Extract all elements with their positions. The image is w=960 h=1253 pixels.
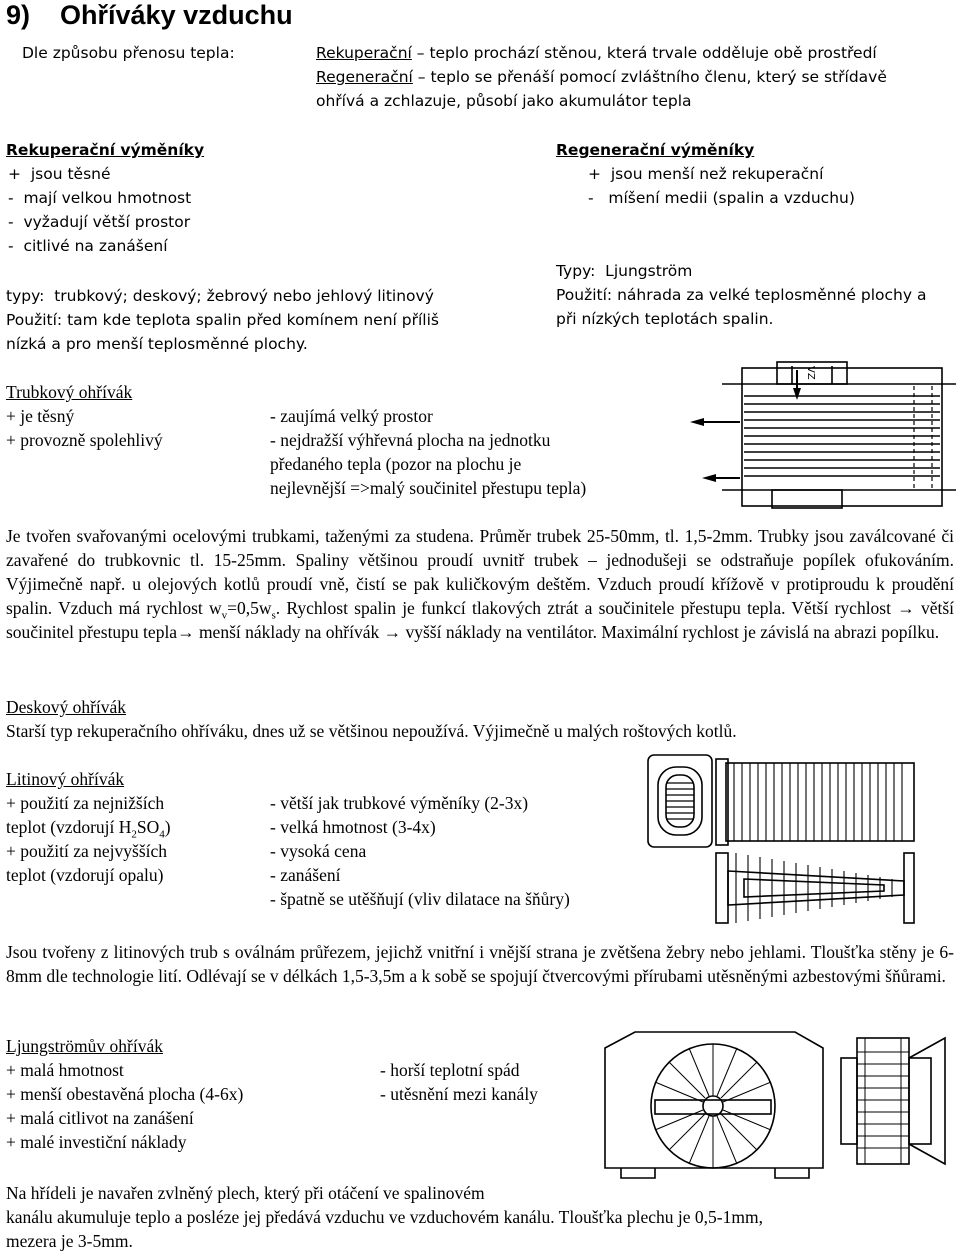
trubkovy-text-c: . Rychlost spalin je funkcí tlakových ztrát a součinitele přestupu tepla. Větší rychlost → větší součinitel přestupu tepla→ menší náklady na ohřívák → vyšší náklady na ventilátor. Maximální rychlost je závislá na abrazi popílku.: [6, 598, 954, 642]
intro-line-2-text: – teplo se přenáší pomocí zvláštního členu, který se střídavě: [412, 68, 887, 86]
litinovy-title: Litinový ohřívák: [6, 769, 125, 789]
trubkovy-plus: + provozně spolehlivý: [6, 430, 163, 450]
litinovy-plus-detail: [6, 815, 171, 839]
rekup-item: - citlivé na zanášení: [8, 237, 168, 255]
intro-line-1-text: – teplo prochází stěnou, která trvale odděluje obě prostředí: [411, 44, 877, 62]
litinovy-l2-so: SO: [136, 817, 160, 837]
regen-item: - míšení medii (spalin a vzduchu): [588, 189, 855, 207]
ljungstrom-plus: + malé investiční náklady: [6, 1132, 187, 1152]
intro-line-3: ohřívá a zchlazuje, působí jako akumulátor tepla: [316, 92, 692, 110]
ljungstrom-minus: - utěsnění mezi kanály: [380, 1084, 538, 1104]
tubular-heater-figure: [682, 360, 957, 512]
ljungstrom-title: Ljungströmův ohřívák: [6, 1036, 163, 1056]
regen-title: Regenerační výměníky: [556, 141, 755, 159]
ljungstrom-plus: + malá citlivot na zanášení: [6, 1108, 194, 1128]
page-title: 9) Ohříváky vzduchu: [6, 0, 293, 30]
subscript-4: 4: [159, 828, 165, 841]
litinovy-plus-detail: teplot (vzdorují opalu): [6, 865, 164, 885]
deskovy-text: Starší typ rekuperačního ohříváku, dnes už se většinou nepoužívá. Výjimečně u malých roštových kotlů.: [6, 721, 737, 741]
rekup-item: + jsou těsné: [8, 165, 111, 183]
ljungstrom-heater-figure: [595, 1018, 955, 1181]
ljungstrom-heater-drawing: [595, 1018, 955, 1181]
trubkovy-minus: - zaujímá velký prostor: [270, 406, 433, 426]
rekup-use-2: nízká a pro menší teplosměnné plochy.: [6, 335, 308, 353]
rekup-title: Rekuperační výměníky: [6, 141, 205, 159]
rekup-use-1: Použití: tam kde teplota spalin před komínem není příliš: [6, 311, 439, 329]
litinovy-l2-close: ): [164, 817, 171, 837]
rekup-item: - vyžadují větší prostor: [8, 213, 191, 231]
litinovy-minus: - vysoká cena: [270, 841, 367, 861]
litinovy-l2-text: teplot (vzdorují H: [6, 817, 132, 837]
litinovy-minus: - větší jak trubkové výměníky (2-3x): [270, 793, 529, 813]
litinovy-minus: - špatně se utěšňují (vliv dilatace na šňůry): [270, 889, 570, 909]
litinovy-minus: - velká hmotnost (3-4x): [270, 817, 436, 837]
ljungstrom-text-2: kanálu akumuluje teplo a posléze jej předává vzduchu ve vzduchovém kanálu. Tloušťka plechu je 0,5-1mm,: [6, 1207, 763, 1227]
ljungstrom-plus: + malá hmotnost: [6, 1060, 124, 1080]
rekup-item: - mají velkou hmotnost: [8, 189, 192, 207]
trubkovy-minus: nejlevnější =>malý součinitel přestupu tepla): [270, 478, 587, 498]
trubkovy-minus: předaného tepla (pozor na plochu je: [270, 454, 522, 474]
litinovy-plus: + použití za nejvyšších: [6, 841, 168, 861]
trubkovy-title: Trubkový ohřívák: [6, 382, 133, 402]
trubkovy-text-a: Je tvořen svařovanými ocelovými trubkami, taženými za studena. Průměr trubek 25-50mm, tl. 1,5-2mm. Trubky jsou zaválcované či zavařené do trubkovnic tl. 15-25mm. Spaliny většinou proudí uvnitř trubek – jednodušeji se odstraňuje popílek ofukováním. Výjimečně např. u olejových kotlů proudí vně, čistí se pak kuličkovým deštěm. Vzduch proudí křížově v protiproudu k proudění spalin. Vzduch má rychlost w: [6, 526, 954, 618]
regen-item: + jsou menší než rekuperační: [588, 165, 824, 183]
term-rekuperacni: Rekuperační: [316, 44, 412, 62]
figure-label-vz: VZ: [805, 366, 816, 380]
ljungstrom-plus: + menší obestavěná plocha (4-6x): [6, 1084, 244, 1104]
trubkovy-plus: + je těsný: [6, 406, 75, 426]
rekup-types: typy: trubkový; deskový; žebrový nebo jehlový litinový: [6, 287, 434, 305]
ljungstrom-minus: - horší teplotní spád: [380, 1060, 520, 1080]
regen-use-2: při nízkých teplotách spalin.: [556, 310, 774, 328]
cast-iron-heater-drawing: [644, 753, 916, 929]
intro-line-2: [316, 65, 887, 89]
trubkovy-paragraph: [6, 524, 954, 644]
regen-types: Typy: Ljungström: [556, 262, 693, 280]
trubkovy-minus: - nejdražší výhřevná plocha na jednotku: [270, 430, 551, 450]
intro-line-1: [316, 41, 877, 65]
tubular-heater-drawing: [682, 360, 957, 512]
trubkovy-text-b: =0,5w: [227, 598, 272, 618]
litinovy-paragraph: Jsou tvořeny z litinových trub s oválnám průřezem, jejichž vnitřní i vnější strana je zvětšena žebry nebo jehlami. Tloušťka stěny je 6-8mm dle technologie lití. Odlévají se v délkách 1,5-3,5m a k sobě se spojují čtvercovými přírubami utěsněnými azbestovými šňůrami.: [6, 942, 954, 986]
cast-iron-heater-figure: [644, 753, 916, 929]
intro-label: Dle způsobu přenosu tepla:: [22, 44, 235, 62]
litinovy-plus: + použití za nejnižších: [6, 793, 165, 813]
regen-use-1: Použití: náhrada za velké teplosměnné plochy a: [556, 286, 927, 304]
subscript-s: s: [271, 609, 276, 622]
deskovy-title: Deskový ohřívák: [6, 697, 127, 717]
litinovy-minus: - zanášení: [270, 865, 341, 885]
ljungstrom-text-3: mezera je 3-5mm.: [6, 1231, 133, 1251]
subscript-2: 2: [131, 828, 137, 841]
subscript-v: v: [221, 609, 228, 622]
ljungstrom-text-1: Na hřídeli je navařen zvlněný plech, který při otáčení ve spalinovém: [6, 1183, 485, 1203]
term-regeneracni: Regenerační: [316, 68, 413, 86]
